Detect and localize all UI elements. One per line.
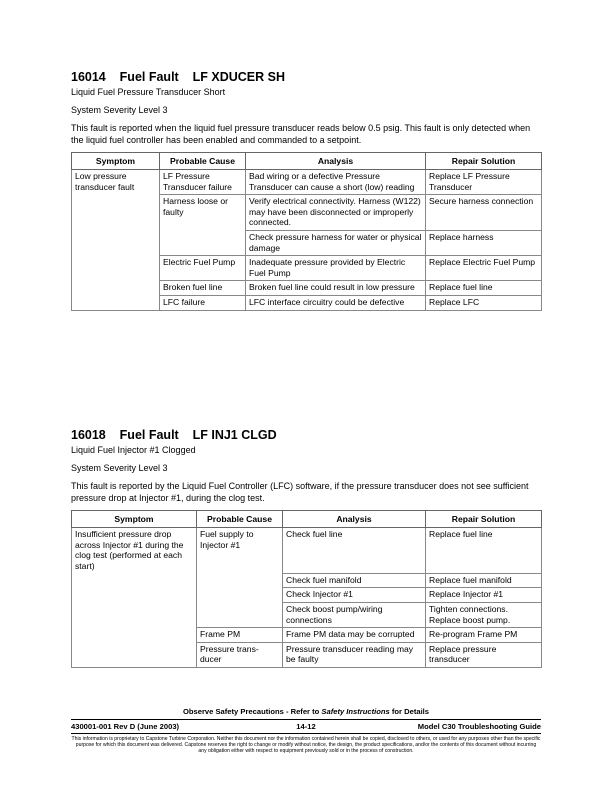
safety-notice-prefix: Observe Safety Precautions - Refer to [182, 707, 322, 716]
footer-rule-lower [71, 733, 541, 734]
analysis-cell: Check fuel line [283, 528, 426, 574]
symptom-cell-empty [72, 573, 197, 588]
section2-subtitle: Liquid Fuel Injector #1 Clogged [71, 445, 196, 455]
symptom-cell-empty [72, 281, 160, 296]
table-row [72, 628, 542, 643]
header-probable-cause: Probable Cause [160, 153, 246, 170]
table-row [72, 573, 542, 588]
doc-number: 430001-001 Rev D (June 2003) [71, 722, 180, 731]
section2-table [71, 510, 542, 668]
header-probable-cause: Probable Cause [197, 511, 283, 528]
table-row [72, 528, 542, 574]
cause-cell [197, 603, 283, 628]
repair-cell: Replace harness [426, 230, 542, 255]
section2-code: 16018 [71, 428, 106, 442]
analysis-cell: Check fuel manifold [283, 573, 426, 588]
table-row [72, 295, 542, 310]
table-header-row [72, 511, 542, 528]
repair-cell: Replace LF Pressure Transducer [426, 170, 542, 195]
cause-cell: LFC failure [160, 295, 246, 310]
analysis-cell: Pressure transducer reading may be faulty [283, 642, 426, 667]
cause-cell: Pressure trans-ducer [197, 642, 283, 667]
section2-category: Fuel Fault [119, 428, 179, 442]
section2-heading [71, 428, 277, 442]
section1-description: This fault is reported when the liquid fuel pressure transducer reads below 0.5 psig. This fault is only detected when the liquid fuel controller has been enabled and commanded to a setpoint. [71, 123, 531, 145]
analysis-cell: LFC interface circuitry could be defective [246, 295, 426, 310]
symptom-cell: Insufficient pressure drop across Injector #1 during the clog test (performed at each start) [72, 528, 197, 574]
cause-cell: Broken fuel line [160, 281, 246, 296]
table-row [72, 256, 542, 281]
table-row [72, 642, 542, 667]
safety-notice-link-text: Safety Instructions [321, 707, 390, 716]
repair-cell: Replace Injector #1 [426, 588, 542, 603]
table-row [72, 588, 542, 603]
symptom-cell-empty [72, 588, 197, 603]
section1-category: Fuel Fault [119, 70, 179, 84]
symptom-cell-empty [72, 603, 197, 628]
table-row [72, 603, 542, 628]
header-repair-solution: Repair Solution [426, 153, 542, 170]
repair-cell: Replace fuel manifold [426, 573, 542, 588]
cause-cell [197, 573, 283, 588]
analysis-cell: Broken fuel line could result in low pressure [246, 281, 426, 296]
cause-cell [160, 230, 246, 255]
cause-cell: Harness loose or faulty [160, 195, 246, 231]
header-symptom: Symptom [72, 153, 160, 170]
symptom-cell-empty [72, 642, 197, 667]
header-analysis: Analysis [246, 153, 426, 170]
table-row [72, 281, 542, 296]
section1-subtitle: Liquid Fuel Pressure Transducer Short [71, 87, 226, 97]
symptom-cell-empty [72, 230, 160, 255]
table-row [72, 170, 542, 195]
section2-mnemonic: LF INJ1 CLGD [192, 428, 277, 442]
symptom-cell: Low pressure transducer fault [72, 170, 160, 195]
section2-severity: System Severity Level 3 [71, 463, 168, 473]
table-header-row [72, 153, 542, 170]
section2-description: This fault is reported by the Liquid Fuel Controller (LFC) software, if the pressure transducer does not see sufficient pressure drop at Injector #1, during the clog test. [71, 481, 529, 503]
repair-cell: Replace pressure transducer [426, 642, 542, 667]
repair-cell: Tighten connections. Replace boost pump. [426, 603, 542, 628]
analysis-cell: Bad wiring or a defective Pressure Transducer can cause a short (low) reading [246, 170, 426, 195]
symptom-cell-empty [72, 295, 160, 310]
repair-cell: Replace fuel line [426, 281, 542, 296]
symptom-cell-empty [72, 628, 197, 643]
legal-notice: This information is proprietary to Capstone Turbine Corporation. Neither this document nor the information contained herein shall be copied, disclosed to others, or used for any purposes other than the specific purpose for which this document was delivered. Capstone reserves the right to change or modify without notice, the design, the product specifications, and/or the contents of this document without incurring any obligation either with respect to equipment previously sold or in the process of construction. [71, 736, 541, 755]
table-row [72, 230, 542, 255]
analysis-cell: Check boost pump/wiring connections [283, 603, 426, 628]
repair-cell: Replace Electric Fuel Pump [426, 256, 542, 281]
symptom-cell-empty [72, 256, 160, 281]
page-number: 14-12 [296, 722, 316, 731]
analysis-cell: Check Injector #1 [283, 588, 426, 603]
safety-notice-suffix: for Details [389, 707, 430, 716]
analysis-cell: Inadequate pressure provided by Electric Fuel Pump [246, 256, 426, 281]
section1-heading [71, 70, 285, 84]
repair-cell: Re-program Frame PM [426, 628, 542, 643]
analysis-cell: Verify electrical connectivity. Harness (W122) may have been disconnected or improperly connected. [246, 195, 426, 231]
section1-code: 16014 [71, 70, 106, 84]
analysis-cell: Frame PM data may be corrupted [283, 628, 426, 643]
repair-cell: Replace fuel line [426, 528, 542, 574]
header-repair-solution: Repair Solution [426, 511, 542, 528]
cause-cell [197, 588, 283, 603]
section1-mnemonic: LF XDUCER SH [192, 70, 285, 84]
header-analysis: Analysis [283, 511, 426, 528]
repair-cell: Replace LFC [426, 295, 542, 310]
cause-cell: Fuel supply to Injector #1 [197, 528, 283, 574]
section1-table [71, 152, 542, 311]
cause-cell: Frame PM [197, 628, 283, 643]
cause-cell: Electric Fuel Pump [160, 256, 246, 281]
symptom-cell-empty [72, 195, 160, 231]
header-symptom: Symptom [72, 511, 197, 528]
section1-severity: System Severity Level 3 [71, 105, 168, 115]
cause-cell: LF Pressure Transducer failure [160, 170, 246, 195]
repair-cell: Secure harness connection [426, 195, 542, 231]
footer-rule [71, 719, 541, 720]
analysis-cell: Check pressure harness for water or physical damage [246, 230, 426, 255]
safety-notice [71, 707, 541, 716]
doc-title: Model C30 Troubleshooting Guide [417, 722, 541, 731]
table-row [72, 195, 542, 231]
